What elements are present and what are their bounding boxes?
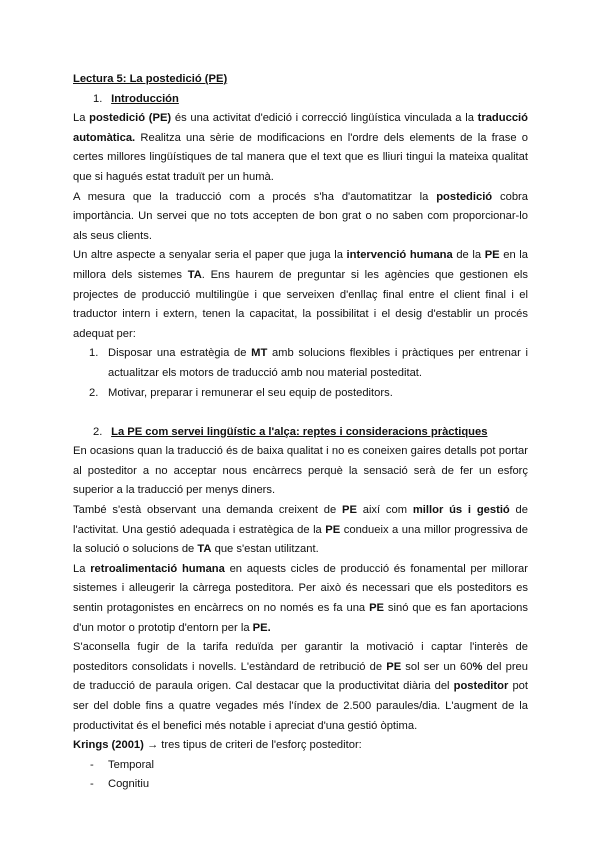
bold-text: TA	[197, 543, 212, 556]
dash-list-item-text: Cognitiu	[108, 778, 150, 791]
text-run: També s'està observant una demanda creixent de	[73, 504, 342, 517]
text-run: Disposar una estratègia de	[108, 347, 252, 360]
text-run: condueix a una millor progressiva de la solució o solucions de	[73, 523, 528, 556]
dash-marker: -	[90, 758, 94, 771]
text-run: així com	[356, 504, 413, 517]
section-2-heading	[93, 423, 528, 443]
text-run: La	[73, 112, 90, 125]
bold-text: Krings (2001)	[73, 739, 144, 752]
paragraph	[73, 501, 528, 560]
numbered-list	[73, 344, 528, 403]
dash-marker: -	[90, 778, 94, 791]
text-run: sinó que es fan aportacions d'un motor o prototip d'entorn per la	[73, 602, 528, 634]
bold-text: PE	[342, 504, 357, 517]
text-run: de la	[452, 249, 485, 262]
list-item-number: 2.	[89, 386, 99, 399]
dash-list-item	[73, 756, 528, 776]
bold-text: PE	[386, 660, 402, 673]
text-run: Motivar, preparar i remunerar el seu equip de posteditors.	[108, 386, 393, 399]
paragraph	[73, 188, 528, 247]
bold-text: retroalimentació humana	[90, 562, 225, 575]
text-run: en aquests cicles de producció és fonamental per millorar sistemes i alleugerir la càrrega posteditora. Per això és necessari que els posteditors es sentin protagonistes en encàrrecs on no només es fa una	[73, 562, 528, 615]
list-item	[73, 344, 528, 383]
list-item-text	[108, 387, 393, 399]
text-run: La	[73, 562, 91, 575]
bold-text: millor ús i gestió	[412, 504, 510, 517]
text-run: sol ser un 60	[401, 660, 473, 673]
text-run: en la millora dels sistemes	[73, 249, 529, 281]
spacer	[73, 403, 528, 423]
section-1-title: Introducción	[111, 92, 179, 105]
text-run: S'aconsella fugir de la tarifa reduïda per garantir la motivació i captar l'interès de posteditors consolidats i novells. L'estàndard de retribució de	[73, 641, 528, 673]
section-1-number: 1.	[93, 92, 103, 105]
text-run: Un altre aspecte a senyalar seria el paper que juga la	[73, 249, 347, 262]
bold-text: traducció automàtica.	[73, 112, 528, 144]
bold-text: TA	[187, 268, 202, 281]
text-run: del preu de traducció de paraula origen. Cal destacar que la productivitat diària del	[73, 660, 528, 693]
paragraph	[73, 638, 528, 736]
bold-text: postedició	[436, 190, 493, 203]
section-1-heading	[93, 90, 528, 110]
dash-list	[73, 756, 528, 795]
bold-text: PE	[484, 249, 500, 262]
dash-list-item-text: Temporal	[108, 758, 155, 771]
paragraph	[73, 109, 528, 187]
text-run: que s'estan utilitzant.	[211, 543, 319, 556]
paragraph	[73, 560, 528, 638]
bold-text: PE.	[252, 621, 271, 634]
text-run: cobra importància. Un servei que no tots accepten de bon grat o no saben com proporcionar-lo als seus clients.	[73, 190, 529, 242]
text-run: → tres tipus de criteri de l'esforç posteditor:	[143, 739, 362, 752]
bold-text: postedició (PE)	[89, 112, 172, 125]
list-item-text	[108, 347, 528, 379]
text-run: pot ser del doble fins a quatre vegades més l'índex de 2.500 paraules/dia. L'augment de la productivitat és el benefici més notable i apreciat d'una gestió òptima.	[73, 680, 528, 732]
bold-text: PE	[369, 602, 384, 615]
paragraph	[73, 246, 528, 344]
section-2-number: 2.	[93, 425, 103, 438]
bold-text: %	[472, 660, 483, 673]
bold-text: MT	[251, 347, 268, 360]
text-run: En ocasions quan la traducció és de baixa qualitat i no es coneixen gaires detalls pot portar al posteditor a no acceptar nous encàrrecs perquè la sensació serà de fer un esforç superior a la traducció per menys diners.	[73, 445, 528, 497]
list-item-number: 1.	[89, 347, 99, 360]
section-2-title: La PE com servei lingüístic a l'alça: reptes i consideracions pràctiques	[111, 425, 488, 438]
text-run: Realitza una sèrie de modificacions en l'ordre dels elements de la frase o certes millores lingüístiques de tal manera que el text que es lliuri tingui la mateixa qualitat que si hagués estat traduït per un humà.	[73, 131, 528, 183]
bold-text: posteditor	[453, 680, 509, 693]
text-run: de l'activitat. Una gestió adequada i estratègica de la	[73, 504, 528, 536]
text-run: . Ens haurem de preguntar si les agències que gestionen els projectes de producció multilingüe i que serveixen d'enllaç final entre el client final i el traductor intern i extern, tenen la capacitat, la possibilitat i el desig d'establir un procés adequat per:	[73, 268, 528, 340]
document-title: Lectura 5: La postedició (PE)	[73, 73, 228, 85]
bold-text: intervenció humana	[346, 249, 453, 262]
document-body	[73, 70, 528, 795]
text-run: amb solucions flexibles i pràctiques per entrenar i actualitzar els motors de traducció amb nou material posteditat.	[108, 347, 528, 379]
bold-text: PE	[325, 523, 341, 536]
text-run: A mesura que la traducció com a procés s'ha d'automatitzar la	[73, 190, 437, 203]
paragraph	[73, 442, 528, 501]
dash-list-item	[73, 775, 528, 795]
krings-line	[73, 736, 528, 756]
list-item	[73, 384, 528, 404]
text-run: és una activitat d'edició i correcció lingüística vinculada a la	[171, 112, 478, 125]
